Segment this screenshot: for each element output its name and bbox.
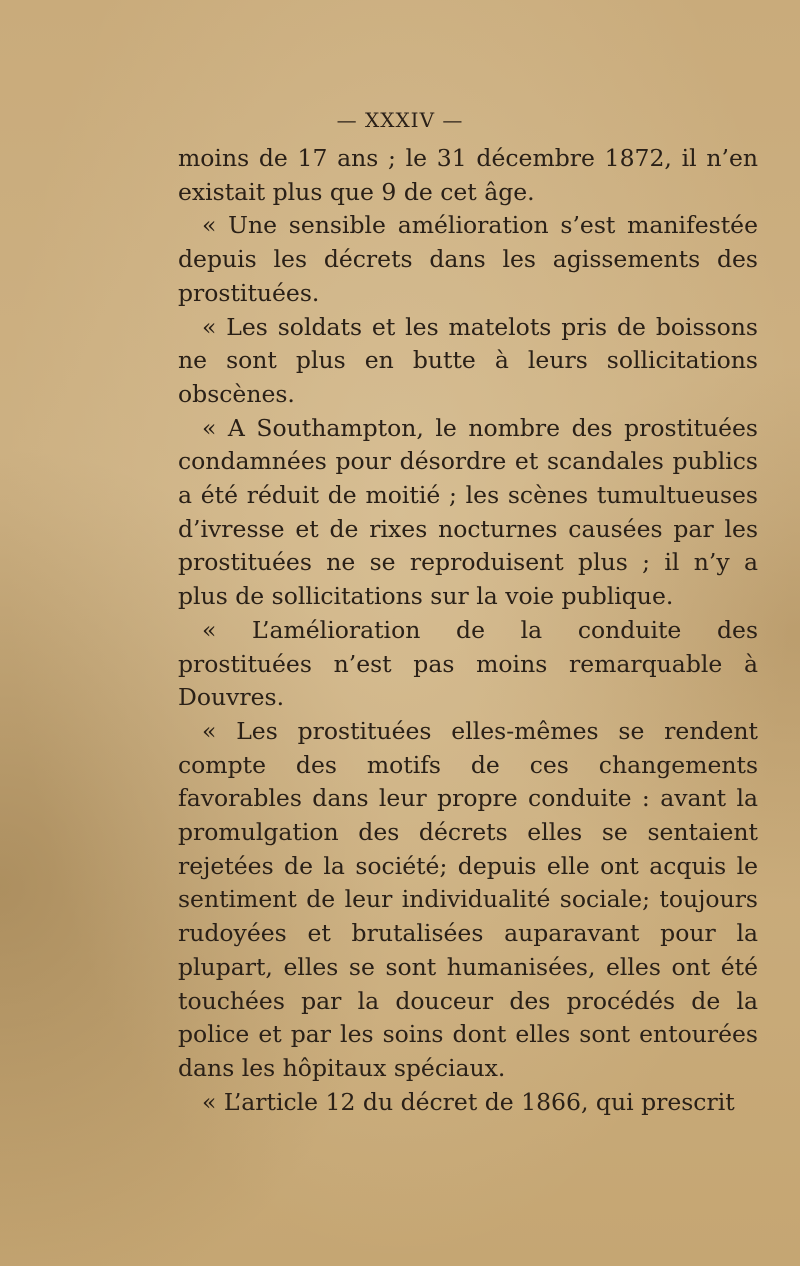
body-text: [178, 142, 758, 1119]
paragraph-2: « Une sensible amélioration s’est manifestée depuis les décrets dans les agissements des prostituées.: [178, 211, 758, 307]
paragraph-3: « Les soldats et les matelots pris de boissons ne sont plus en butte à leurs sollicitations obscènes.: [178, 312, 758, 408]
paragraph-5: « L’amélioration de la conduite des prostituées n’est pas moins remarquable à Douvres.: [178, 615, 758, 712]
page-number-header: — XXXIV —: [336, 108, 464, 132]
paragraph-1: moins de 17 ans ; le 31 décembre 1872, il n’en existait plus que 9 de cet âge.: [178, 144, 758, 206]
paragraph-6: « Les prostituées elles-mêmes se rendent compte des motifs de ces changements favorables dans leur propre conduite : avant la promulgation des décrets elles se sentaient rejetées de la société; depuis elle ont acquis le sentiment de leur individualité sociale; toujours rudoyées et brutalisées auparavant pour la plupart, elles se sont humanisées, elles ont été touchées par la douceur des procédés de la police et par les soins dont elles sont entourées dans les hôpitaux spéciaux.: [178, 716, 758, 1082]
paragraph-4: « A Southampton, le nombre des prostituées condamnées pour désordre et scandales publics a été réduit de moitié ; les scènes tumultueuses d’ivresse et de rixes nocturnes causées par les prostituées ne se reproduisent plus ; il n’y a plus de sollicitations sur la voie publique.: [178, 413, 758, 611]
paragraph-7: « L’article 12 du décret de 1866, qui prescrit: [202, 1087, 735, 1116]
